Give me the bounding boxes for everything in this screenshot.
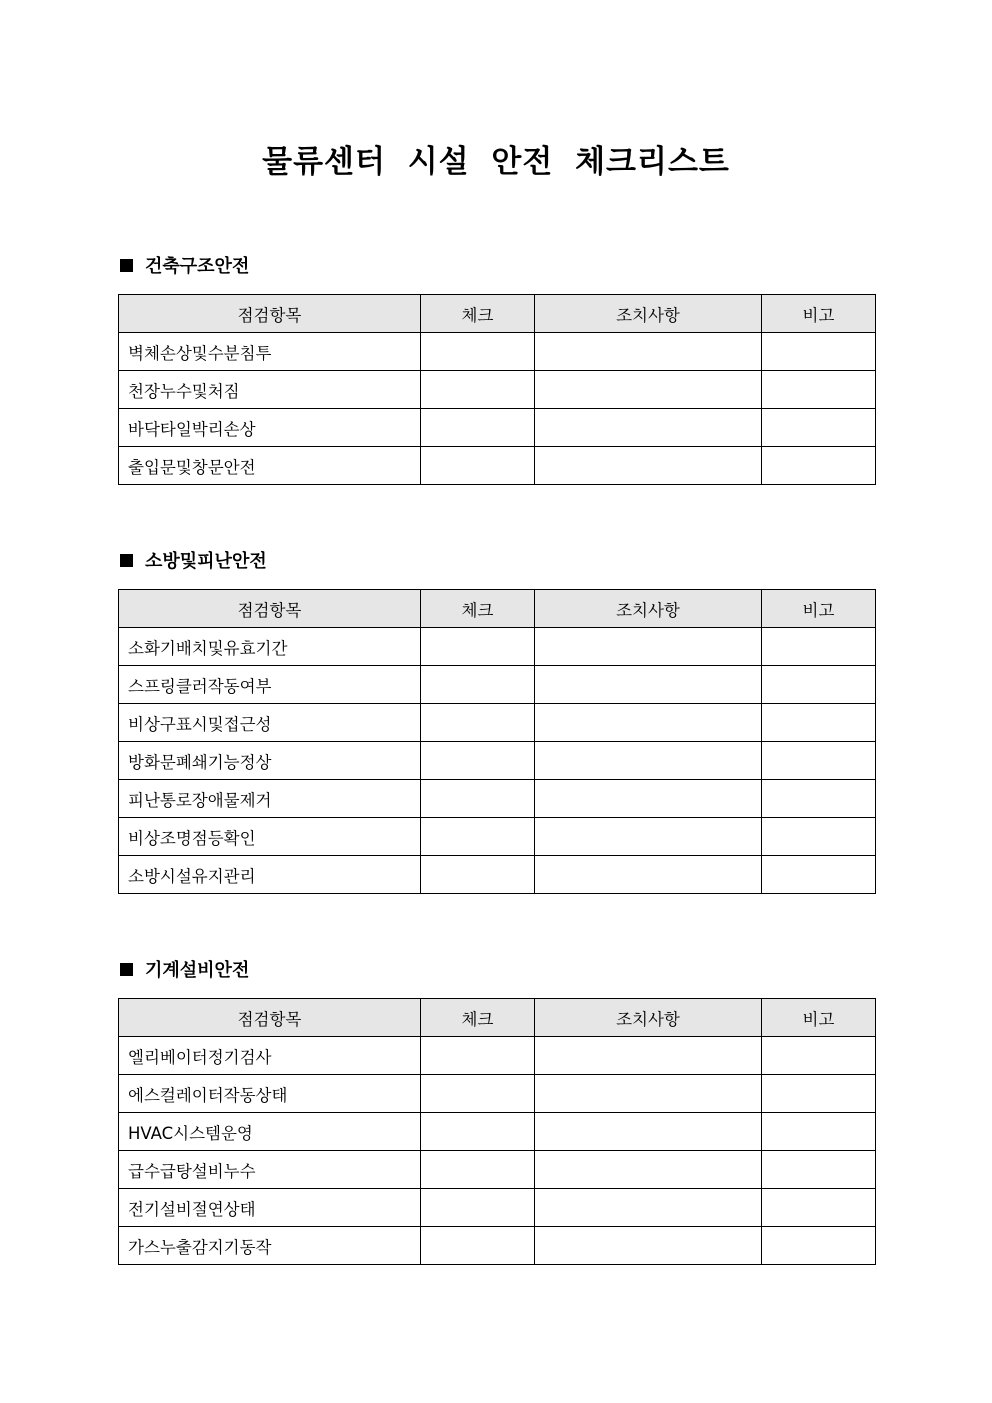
inspection-item: 피난통로장애물제거 [119,780,421,818]
action-cell[interactable] [535,856,762,894]
action-cell[interactable] [535,371,762,409]
section-heading-label: 건축구조안전 [145,256,250,277]
inspection-item: 급수급탕설비누수 [119,1151,421,1189]
action-cell[interactable] [535,1227,762,1265]
inspection-item: 소방시설유지관리 [119,856,421,894]
remarks-cell[interactable] [762,1037,876,1075]
action-cell[interactable] [535,704,762,742]
check-cell[interactable] [421,818,535,856]
check-cell[interactable] [421,1075,535,1113]
check-cell[interactable] [421,1227,535,1265]
check-cell[interactable] [421,628,535,666]
remarks-cell[interactable] [762,1189,876,1227]
checklist-table [118,589,876,894]
table-row [119,1113,876,1151]
remarks-cell[interactable] [762,780,876,818]
checklist-table [118,294,876,485]
check-cell[interactable] [421,1037,535,1075]
check-cell[interactable] [421,742,535,780]
table-row [119,1189,876,1227]
inspection-item: HVAC시스템운영 [119,1113,421,1151]
remarks-cell[interactable] [762,333,876,371]
inspection-item: 스프링클러작동여부 [119,666,421,704]
check-cell[interactable] [421,1151,535,1189]
column-header-check: 체크 [421,590,535,628]
table-row [119,1151,876,1189]
inspection-item: 에스컬레이터작동상태 [119,1075,421,1113]
inspection-item: 가스누출감지기동작 [119,1227,421,1265]
inspection-item: 출입문및창문안전 [119,447,421,485]
column-header-item: 점검항목 [119,295,421,333]
action-cell[interactable] [535,333,762,371]
table-row [119,409,876,447]
section-heading-label: 소방및피난안전 [145,551,267,572]
column-header-item: 점검항목 [119,999,421,1037]
column-header-check: 체크 [421,295,535,333]
square-bullet-icon [120,963,133,976]
check-cell[interactable] [421,371,535,409]
table-row [119,742,876,780]
remarks-cell[interactable] [762,704,876,742]
checklist-table [118,998,876,1265]
table-row [119,1227,876,1265]
check-cell[interactable] [421,666,535,704]
section-heading-label: 기계설비안전 [145,960,250,981]
check-cell[interactable] [421,856,535,894]
action-cell[interactable] [535,780,762,818]
section-fire-evacuation [118,545,875,894]
square-bullet-icon [120,259,133,272]
column-header-remarks: 비고 [762,590,876,628]
remarks-cell[interactable] [762,818,876,856]
check-cell[interactable] [421,780,535,818]
action-cell[interactable] [535,1151,762,1189]
inspection-item: 벽체손상및수분침투 [119,333,421,371]
inspection-item: 소화기배치및유효기간 [119,628,421,666]
table-row [119,818,876,856]
action-cell[interactable] [535,628,762,666]
inspection-item: 방화문폐쇄기능정상 [119,742,421,780]
table-row [119,447,876,485]
table-row [119,780,876,818]
section-heading [118,545,875,575]
action-cell[interactable] [535,742,762,780]
table-row [119,704,876,742]
action-cell[interactable] [535,1189,762,1227]
action-cell[interactable] [535,1113,762,1151]
section-mechanical-equipment [118,954,875,1265]
remarks-cell[interactable] [762,1151,876,1189]
check-cell[interactable] [421,333,535,371]
table-row [119,856,876,894]
remarks-cell[interactable] [762,1227,876,1265]
action-cell[interactable] [535,1037,762,1075]
action-cell[interactable] [535,447,762,485]
inspection-item: 비상조명점등확인 [119,818,421,856]
inspection-item: 비상구표시및접근성 [119,704,421,742]
table-row [119,371,876,409]
square-bullet-icon [120,554,133,567]
document-title: 물류센터 시설 안전 체크리스트 [262,144,730,180]
column-header-item: 점검항목 [119,590,421,628]
column-header-check: 체크 [421,999,535,1037]
remarks-cell[interactable] [762,447,876,485]
column-header-action: 조치사항 [535,295,762,333]
column-header-action: 조치사항 [535,999,762,1037]
remarks-cell[interactable] [762,1113,876,1151]
remarks-cell[interactable] [762,742,876,780]
section-building-structure [118,250,875,485]
remarks-cell[interactable] [762,856,876,894]
remarks-cell[interactable] [762,1075,876,1113]
action-cell[interactable] [535,818,762,856]
check-cell[interactable] [421,447,535,485]
section-heading [118,954,875,984]
table-row [119,1075,876,1113]
remarks-cell[interactable] [762,666,876,704]
remarks-cell[interactable] [762,409,876,447]
action-cell[interactable] [535,666,762,704]
inspection-item: 전기설비절연상태 [119,1189,421,1227]
check-cell[interactable] [421,704,535,742]
check-cell[interactable] [421,1113,535,1151]
column-header-action: 조치사항 [535,590,762,628]
table-header-row [119,590,876,628]
check-cell[interactable] [421,1189,535,1227]
column-header-remarks: 비고 [762,295,876,333]
inspection-item: 천장누수및처짐 [119,371,421,409]
inspection-item: 엘리베이터정기검사 [119,1037,421,1075]
column-header-remarks: 비고 [762,999,876,1037]
action-cell[interactable] [535,1075,762,1113]
table-row [119,666,876,704]
remarks-cell[interactable] [762,371,876,409]
check-cell[interactable] [421,409,535,447]
table-header-row [119,999,876,1037]
inspection-item: 바닥타일박리손상 [119,409,421,447]
action-cell[interactable] [535,409,762,447]
remarks-cell[interactable] [762,628,876,666]
table-row [119,1037,876,1075]
table-row [119,628,876,666]
section-heading [118,250,875,280]
table-header-row [119,295,876,333]
table-row [119,333,876,371]
